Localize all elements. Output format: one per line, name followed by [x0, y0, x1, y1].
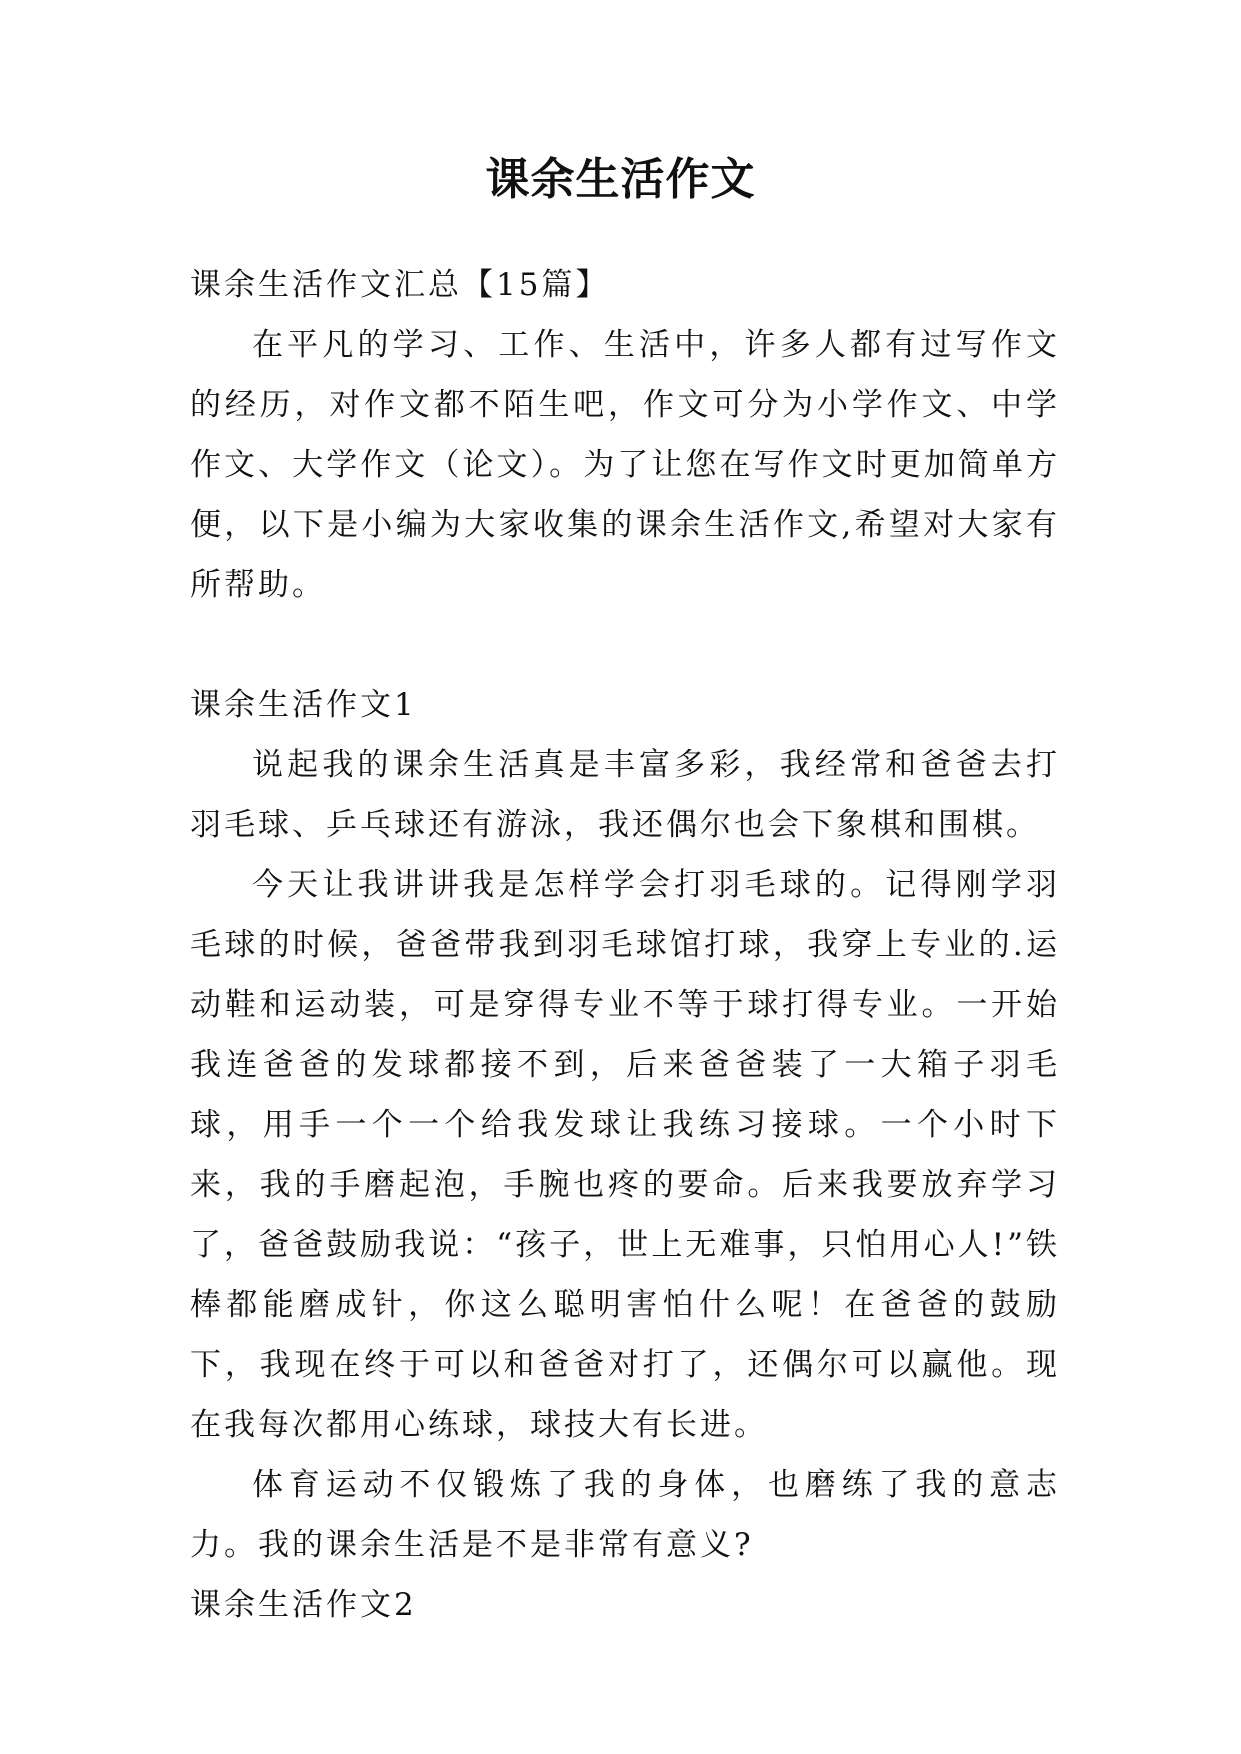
essay-2-heading: 课余生活作文2 — [190, 1587, 417, 1623]
document-body — [190, 255, 1060, 1635]
document-title: 课余生活作文 — [485, 154, 756, 205]
essay-1-paragraph-1: 说起我的课余生活真是丰富多彩，我经常和爸爸去打羽毛球、乒乓球还有游泳，我还偶尔也会下象棋和围棋。 — [190, 747, 1060, 843]
essay-1-paragraph-2: 今天让我讲讲我是怎样学会打羽毛球的。记得刚学羽毛球的时候，爸爸带我到羽毛球馆打球，我穿上专业的.运动鞋和运动装，可是穿得专业不等于球打得专业。一开始我连爸爸的发球都接不到，后来爸爸装了一大箱子羽毛球，用手一个一个给我发球让我练习接球。一个小时下来，我的手磨起泡，手腕也疼的要命。后来我要放弃学习了，爸爸鼓励我说：“孩子，世上无难事，只怕用心人!”铁棒都能磨成针，你这么聪明害怕什么呢！在爸爸的鼓励下，我现在终于可以和爸爸对打了，还偶尔可以赢他。现在我每次都用心练球，球技大有长进。 — [190, 867, 1060, 1443]
essay-1-paragraph-3: 体育运动不仅锻炼了我的身体，也磨练了我的意志力。我的课余生活是不是非常有意义? — [190, 1467, 1060, 1563]
essay-1-heading: 课余生活作文1 — [190, 687, 417, 723]
section-spacer — [190, 615, 1060, 675]
intro-heading: 课余生活作文汇总【15篇】 — [190, 267, 610, 303]
intro-paragraph: 在平凡的学习、工作、生活中，许多人都有过写作文的经历，对作文都不陌生吧，作文可分为小学作文、中学作文、大学作文（论文）。为了让您在写作文时更加简单方便，以下是小编为大家收集的课余生活作文,希望对大家有所帮助。 — [190, 327, 1060, 603]
